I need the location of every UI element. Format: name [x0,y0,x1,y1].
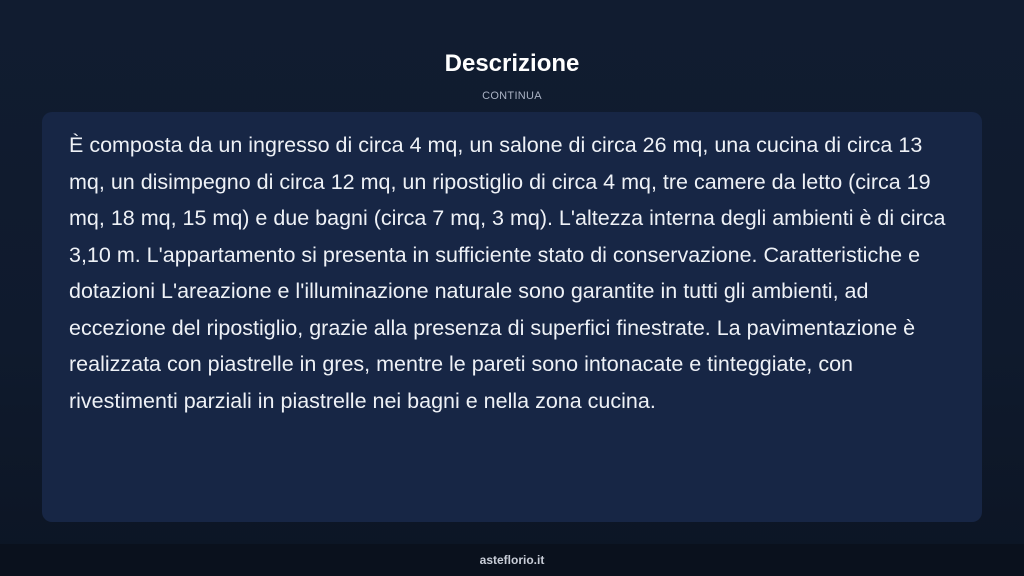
description-text: È composta da un ingresso di circa 4 mq, un salone di circa 26 mq, una cucina di circa 13 mq, un disimpegno di circa 12 mq, un ripostiglio di circa 4 mq, tre camere da letto (circa 19 mq, 18 mq, 15 mq) e due bagni (circa 7 mq, 3 mq). L'altezza interna degli ambienti è di circa 3,10 m. L'appartamento si presenta in sufficiente stato di conservazione. Caratteristiche e dotazioni L'areazione e l'illuminazione naturale sono garantite in tutti gli ambienti, ad eccezione del ripostiglio, grazie alla presenza di superfici finestrate. La pavimentazione è realizzata con piastrelle in gres, mentre le pareti sono intonacate e tinteggiate, con rivestimenti parziali in piastrelle nei bagni e nella zona cucina. [69,133,946,413]
page-title: Descrizione [444,50,580,77]
description-panel [42,112,982,522]
footer [0,544,1024,576]
footer-site-name: asteflorio.it [479,553,545,567]
page-subtitle: CONTINUA [482,90,542,102]
